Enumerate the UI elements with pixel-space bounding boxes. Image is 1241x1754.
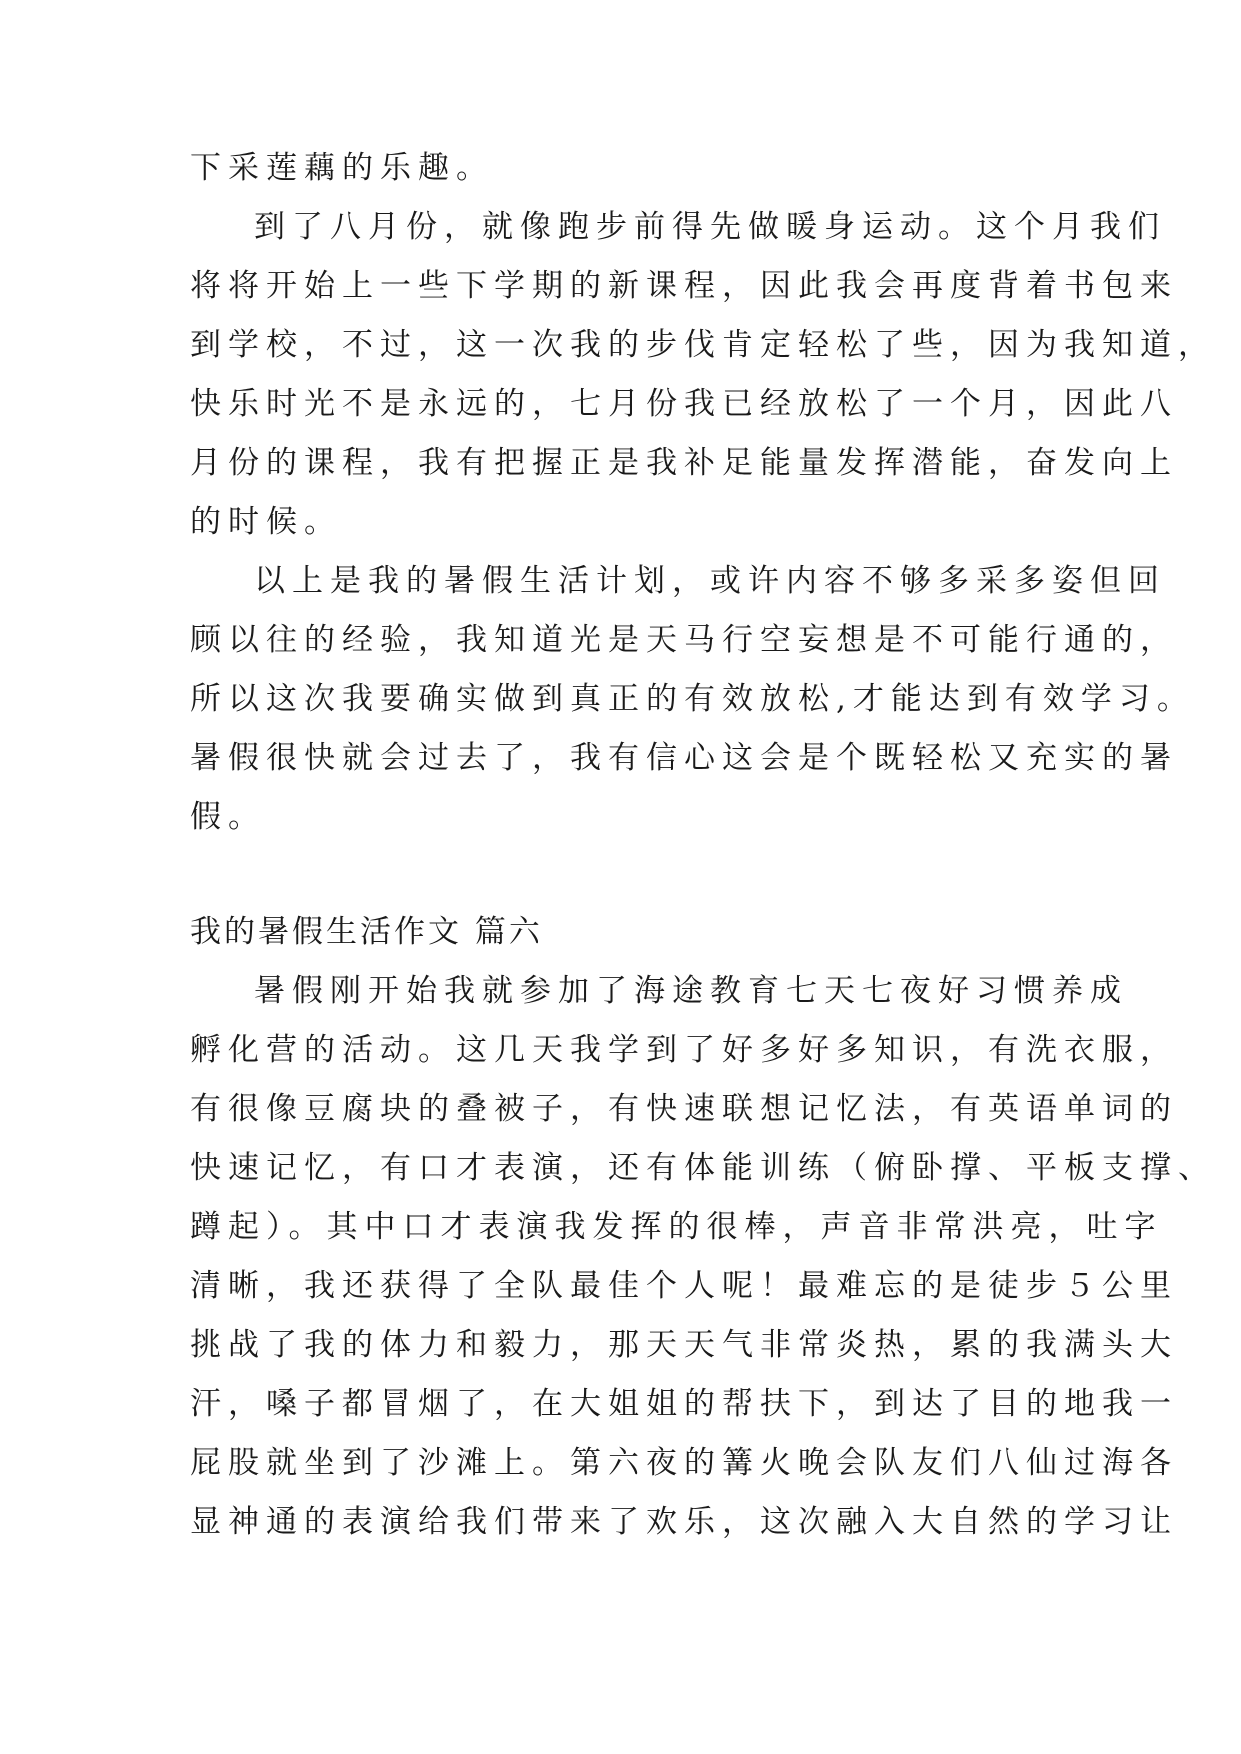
text-line: 将将开始上一些下学期的新课程，因此我会再度背着书包来 xyxy=(190,268,1178,304)
text-line: 顾以往的经验，我知道光是天马行空妄想是不可能行通的， xyxy=(190,622,1178,658)
text-line: 的时候。 xyxy=(190,504,342,540)
text-line: 快乐时光不是永远的，七月份我已经放松了一个月，因此八 xyxy=(190,386,1178,422)
text-line: 蹲起）。其中口才表演我发挥的很棒，声音非常洪亮，吐字 xyxy=(190,1209,1163,1245)
text-line: 清晰，我还获得了全队最佳个人呢！最难忘的是徒步５公里 xyxy=(190,1268,1178,1304)
section-heading: 我的暑假生活作文 篇六 xyxy=(190,914,543,950)
text-line: 挑战了我的体力和毅力，那天天气非常炎热，累的我满头大 xyxy=(190,1327,1178,1363)
text-line: 汗，嗓子都冒烟了，在大姐姐的帮扶下，到达了目的地我一 xyxy=(190,1386,1178,1422)
text-line: 月份的课程，我有把握正是我补足能量发挥潜能，奋发向上 xyxy=(190,445,1178,481)
paragraph-start-line: 到了八月份，就像跑步前得先做暖身运动。这个月我们 xyxy=(254,209,1166,245)
text-line: 快速记忆，有口才表演，还有体能训练（俯卧撑、平板支撑、 xyxy=(190,1150,1216,1186)
paragraph-start-line: 以上是我的暑假生活计划，或许内容不够多采多姿但回 xyxy=(254,563,1166,599)
text-line: 孵化营的活动。这几天我学到了好多好多知识，有洗衣服， xyxy=(190,1032,1178,1068)
text-line: 假。 xyxy=(190,799,266,835)
text-line: 到学校，不过，这一次我的步伐肯定轻松了些，因为我知道， xyxy=(190,327,1216,363)
paragraph-start-line: 暑假刚开始我就参加了海途教育七天七夜好习惯养成 xyxy=(254,973,1128,1009)
text-line: 屁股就坐到了沙滩上。第六夜的篝火晚会队友们八仙过海各 xyxy=(190,1445,1178,1481)
text-line: 所以这次我要确实做到真正的有效放松,才能达到有效学习。 xyxy=(190,681,1195,717)
text-line: 暑假很快就会过去了，我有信心这会是个既轻松又充实的暑 xyxy=(190,740,1178,776)
text-line: 显神通的表演给我们带来了欢乐，这次融入大自然的学习让 xyxy=(190,1504,1178,1540)
text-line: 下采莲藕的乐趣。 xyxy=(190,150,494,186)
text-line: 有很像豆腐块的叠被子，有快速联想记忆法，有英语单词的 xyxy=(190,1091,1178,1127)
